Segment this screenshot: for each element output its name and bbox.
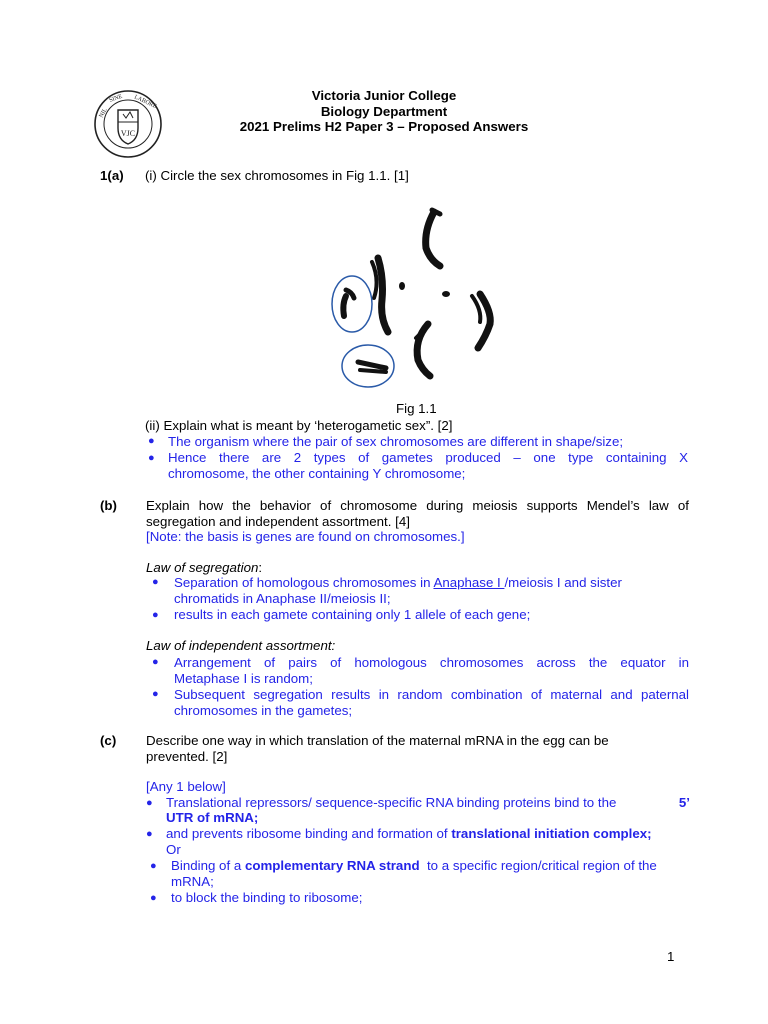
question-1b-line2: segregation and independent assortment. [4] bbox=[146, 514, 410, 529]
figure-chromosomes bbox=[320, 200, 520, 400]
chromosome bbox=[472, 296, 480, 322]
bullet-icon: ● bbox=[150, 860, 157, 872]
svg-text:VJC: VJC bbox=[120, 129, 136, 138]
svg-text:SINE: SINE bbox=[108, 93, 124, 104]
chromosome bbox=[358, 362, 386, 368]
law-of-segregation-heading: Law of segregation: bbox=[146, 560, 263, 575]
answer-1c-4: to block the binding to ribosome; bbox=[171, 890, 363, 905]
bullet-icon: ● bbox=[148, 452, 155, 464]
page-number: 1 bbox=[667, 949, 675, 964]
answer-1a-1: The organism where the pair of sex chromosomes are different in shape/size; bbox=[168, 434, 624, 449]
answer-1c-2: and prevents ribosome binding and formation of translational initiation complex; bbox=[166, 826, 652, 841]
svg-text:NIL: NIL bbox=[98, 107, 109, 119]
question-1b-line1: Explain how the behavior of chromosome during meiosis supports Mendel’s law of bbox=[146, 498, 689, 513]
svg-text:LABORE: LABORE bbox=[133, 94, 158, 110]
segregation-answer-1: Separation of homologous chromosomes in Anaphase I /meiosis I and sister bbox=[174, 575, 622, 590]
chromosome bbox=[343, 296, 346, 316]
assortment-answer-2-line1: Subsequent segregation results in random combination of maternal and paternal bbox=[174, 687, 689, 702]
assortment-answer-1-line1: Arrangement of pairs of homologous chromosomes across the equator in bbox=[174, 655, 689, 670]
paper-title: 2021 Prelims H2 Paper 3 – Proposed Answers bbox=[239, 119, 529, 134]
assortment-answer-2-line2: chromosomes in the gametes; bbox=[174, 703, 353, 718]
note-1b: [Note: the basis is genes are found on chromosomes.] bbox=[146, 529, 465, 544]
answer-1c-3-line1: Binding of a complementary RNA strand to a specific region/critical region of the bbox=[171, 858, 657, 873]
bullet-icon: ● bbox=[148, 435, 155, 447]
question-label-c: (c) bbox=[100, 733, 117, 748]
answer-1c-1-line1: Translational repressors/ sequence-specific RNA binding proteins bind to the 5’ bbox=[166, 795, 690, 810]
bullet-icon: ● bbox=[146, 828, 153, 840]
law-of-independent-assortment-heading: Law of independent assortment: bbox=[146, 638, 336, 653]
chromosome bbox=[426, 212, 440, 266]
or-separator: Or bbox=[166, 842, 181, 857]
segregation-answer-1-line2: chromatids in Anaphase II/meiosis II; bbox=[174, 591, 391, 606]
department-name: Biology Department bbox=[320, 104, 448, 119]
question-number-1a: 1(a) bbox=[100, 168, 124, 183]
assortment-answer-1-line2: Metaphase I is random; bbox=[174, 671, 313, 686]
any-one-note: [Any 1 below] bbox=[146, 779, 226, 794]
bullet-icon: ● bbox=[146, 797, 153, 809]
college-name: Victoria Junior College bbox=[311, 88, 457, 103]
answer-1c-3-line2: mRNA; bbox=[171, 874, 214, 889]
sex-chromosome-circle bbox=[332, 276, 372, 332]
question-1c-line2: prevented. [2] bbox=[146, 749, 228, 764]
answer-1a-2-line1: Hence there are 2 types of gametes produced – one type containing X bbox=[168, 450, 688, 465]
chromosome bbox=[360, 370, 386, 372]
chromosome bbox=[378, 258, 388, 332]
question-1c-line1: Describe one way in which translation of the maternal mRNA in the egg can be bbox=[146, 733, 609, 748]
bullet-icon: ● bbox=[152, 656, 159, 668]
chromosome bbox=[399, 282, 405, 290]
answer-1c-1-line2: UTR of mRNA; bbox=[166, 810, 259, 825]
bullet-icon: ● bbox=[152, 576, 159, 588]
chromosome bbox=[442, 291, 450, 297]
question-1a-part-i: (i) Circle the sex chromosomes in Fig 1.1. [1] bbox=[145, 168, 409, 183]
bullet-icon: ● bbox=[152, 609, 159, 621]
question-1a-part-ii: (ii) Explain what is meant by ‘heterogametic sex”. [2] bbox=[145, 418, 453, 433]
question-label-b: (b) bbox=[100, 498, 117, 513]
chromosome bbox=[372, 262, 377, 298]
bullet-icon: ● bbox=[150, 892, 157, 904]
answer-1a-2-line2: chromosome, the other containing Y chromosome; bbox=[168, 466, 466, 481]
segregation-answer-2: results in each gamete containing only 1 allele of each gene; bbox=[174, 607, 531, 622]
figure-caption: Fig 1.1 bbox=[396, 401, 437, 416]
bullet-icon: ● bbox=[152, 688, 159, 700]
